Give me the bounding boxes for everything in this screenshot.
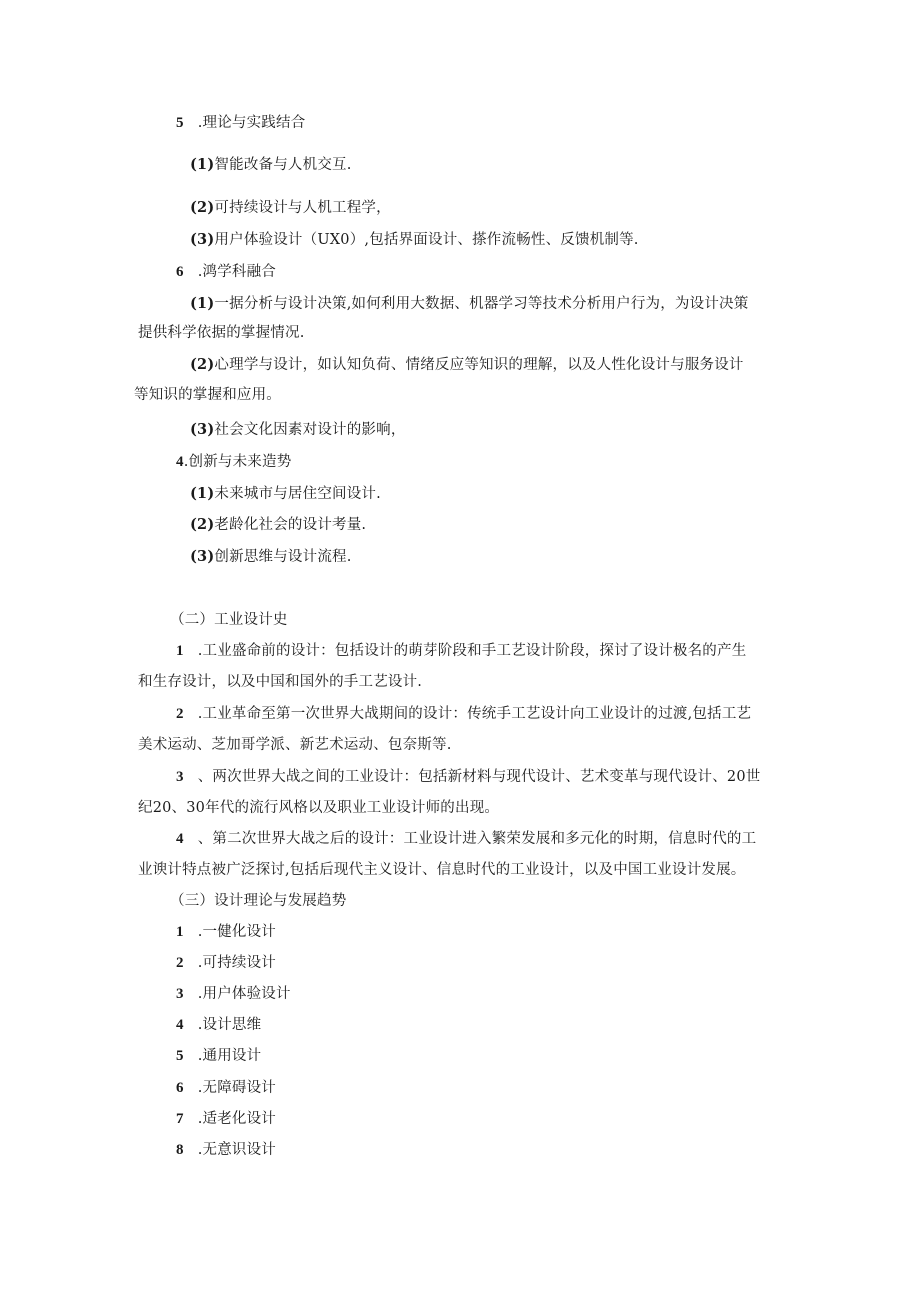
- theory-item: 3 .用户体验设计: [176, 986, 291, 1002]
- list-item: (1)一据分析与设计决策,如何利用大数据、机器学习等技术分析用户行为，为设计决策: [190, 295, 749, 312]
- history-item: 2 .工业革命至第一次世界大战期间的设计：传统手工艺设计向工业设计的过渡,包括工艺: [176, 706, 752, 722]
- section-4-heading: [176, 452, 291, 472]
- list-item: (3)用户体验设计（UX0）,包括界面设计、搽作流畅性、反馈机制等.: [190, 231, 639, 248]
- history-item: 1 .工业盛命前的设计：包括设计的萌芽阶段和手工艺设计阶段，探讨了设计极名的产生: [176, 643, 747, 659]
- section-number: 5: [176, 115, 184, 131]
- history-item: 3 、两次世界大战之间的工业设计：包括新材料与现代设计、艺术变革与现代设计、20世: [176, 769, 761, 785]
- list-item: (3)创新思维与设计流程.: [190, 548, 352, 565]
- history-item-continuation: 和生存设计，以及中国和国外的手工艺设计.: [138, 674, 423, 690]
- theory-item: 1 .一健化设计: [176, 924, 277, 940]
- list-item: (3)社会文化因素对设计的影响，: [190, 421, 406, 438]
- list-item: (2)可持续设计与人机工程学，: [190, 199, 391, 216]
- section-title: .鸿学科融合: [197, 264, 277, 280]
- theory-item: 6 .无障碍设计: [176, 1080, 277, 1096]
- theory-item: 8 .无意识设计: [176, 1142, 277, 1158]
- section-number: 6: [176, 264, 184, 280]
- section-5-heading: [176, 113, 305, 133]
- theory-item: 2 .可持续设计: [176, 955, 277, 971]
- history-heading: （二）工业设计史: [170, 612, 288, 628]
- list-item: (1)智能改备与人机交互.: [190, 156, 352, 173]
- section-title: .理论与实践结合: [197, 115, 306, 131]
- section-6-heading: [176, 262, 276, 282]
- section-number: 4: [176, 454, 184, 470]
- list-item-continuation: 等知识的掌握和应用。: [134, 387, 281, 403]
- theory-item: 4 .设计思维: [176, 1017, 262, 1033]
- theory-heading: （三）设计理论与发展趋势: [170, 893, 347, 909]
- history-item-continuation: 业谀计特点被广泛探讨,包括后现代主义设计、信息时代的工业设计，以及中国工业设计发展。: [138, 862, 746, 878]
- history-item: 4 、第二次世界大战之后的设计：工业设计进入繁荣发展和多元化的时期，信息时代的工: [176, 831, 757, 847]
- list-item: (2)老龄化社会的设计考量.: [190, 516, 367, 533]
- theory-item: 5 .通用设计: [176, 1048, 262, 1064]
- history-item-continuation: 纪20、30年代的流行风格以及职业工业设计师的出现。: [138, 800, 500, 816]
- list-item: (1)未来城市与居住空间设计.: [190, 485, 381, 502]
- list-item-continuation: 提供科学依据的掌握情况.: [138, 325, 305, 341]
- theory-item: 7 .适老化设计: [176, 1111, 277, 1127]
- section-title: .创新与未来造势: [183, 454, 292, 470]
- history-item-continuation: 美术运动、芝加哥学派、新艺术运动、包奈斯等.: [138, 737, 452, 753]
- list-item: (2)心理学与设计，如认知负荷、情绪反应等知识的理解，以及人性化设计与服务设计: [190, 356, 744, 373]
